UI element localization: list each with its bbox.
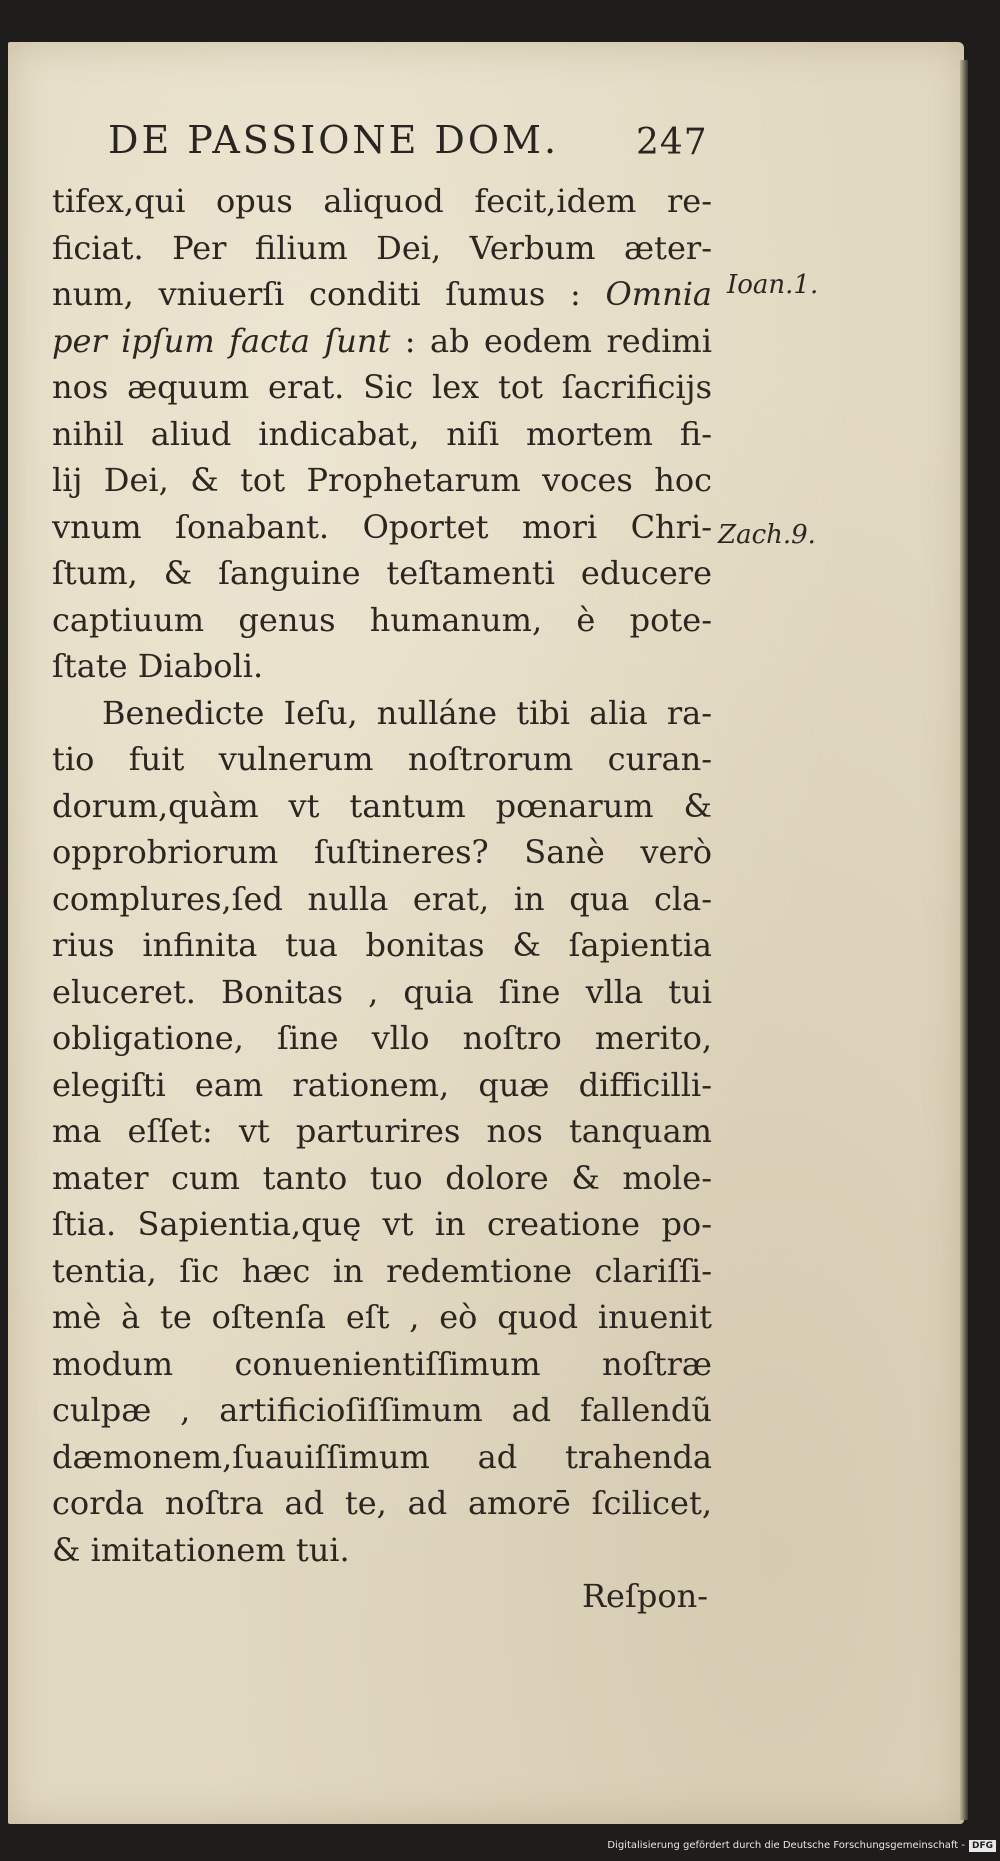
text-line: vnum ſonabant. Oportet mori Chri-: [52, 507, 712, 546]
text-line: mè à te oſtenſa eſt , eò quod inuenit: [52, 1298, 712, 1336]
footer-text: Digitalisierung gefördert durch die Deutsche Forschungsgemeinschaft -: [607, 1840, 965, 1851]
text-line: ſtum, & ſanguine teſtamenti educere: [52, 554, 712, 592]
dfg-logo-icon: DFG: [969, 1840, 996, 1852]
page-number: 247: [636, 122, 708, 163]
text-line-segment: : ab eodem redimi: [390, 321, 713, 360]
italic-quote: per ipſum facta ſunt: [52, 321, 391, 360]
text-line: nihil aliud indicabat, niſi mortem fi-: [52, 414, 712, 453]
text-line: modum conuenientiſſimum noſtræ: [52, 1344, 712, 1383]
text-line: [52, 271, 712, 318]
body-text: [52, 178, 712, 1620]
italic-quote: Omnia: [605, 275, 712, 313]
text-line: ſtate Diaboli.: [52, 647, 264, 685]
text-line: ma eſſet: vt parturires nos tanquam: [52, 1112, 712, 1150]
text-line: dæmonem,ſuauiſſimum ad trahenda: [52, 1437, 712, 1476]
text-line: culpæ , artificioſiſſimum ad fallendũ: [52, 1391, 712, 1429]
text-line: obligatione, ſine vllo noſtro merito,: [52, 1019, 712, 1057]
text-line: tentia, ſic hæc in redemtione clariſſi-: [52, 1251, 712, 1290]
margin-note-ioan: Ioan.1.: [727, 270, 819, 300]
text-line: dorum,quàm vt tantum pœnarum &: [52, 786, 712, 825]
text-line: complures,ſed nulla erat, in qua cla-: [52, 879, 712, 918]
text-line: lij Dei, & tot Prophetarum voces hoc: [52, 461, 712, 499]
text-line-segment: num, vniuerſi conditi ſumus :: [52, 275, 606, 313]
text-line: opprobriorum ſuſtineres? Sanè verò: [52, 833, 712, 871]
text-line: eluceret. Bonitas , quia ſine vlla tui: [52, 972, 712, 1011]
page-edge: [960, 60, 968, 1820]
text-line: nos æquum erat. Sic lex tot ſacrificijs: [52, 368, 712, 406]
running-title: DE PASSIONE DOM.: [108, 118, 560, 162]
text-line: ficiat. Per filium Dei, Verbum æter-: [52, 228, 712, 267]
running-header: [108, 118, 708, 178]
text-line: corda noſtra ad te, ad amorē ſcilicet,: [52, 1484, 712, 1522]
text-line: mater cum tanto tuo dolore & mole-: [52, 1158, 712, 1197]
text-line: ſtia. Sapientia,quę vt in creatione po-: [52, 1205, 712, 1243]
digitization-footer: [600, 1840, 996, 1858]
catchword: Reſpon-: [581, 1577, 708, 1615]
text-line: rius infinita tua bonitas & ſapientia: [52, 926, 712, 964]
text-line: Benedicte Ieſu, nulláne tibi alia ra-: [102, 693, 712, 732]
text-line: elegiſti eam rationem, quæ difficilli-: [52, 1065, 712, 1104]
text-line: captiuum genus humanum, è pote-: [52, 600, 712, 639]
text-line: & imitationem tui.: [52, 1530, 350, 1569]
text-line: [52, 318, 712, 365]
text-line: tio fuit vulnerum noſtrorum curan-: [52, 740, 712, 778]
margin-note-zach: Zach.9.: [718, 520, 816, 550]
text-line: tifex,qui opus aliquod fecit,idem re-: [52, 182, 712, 220]
